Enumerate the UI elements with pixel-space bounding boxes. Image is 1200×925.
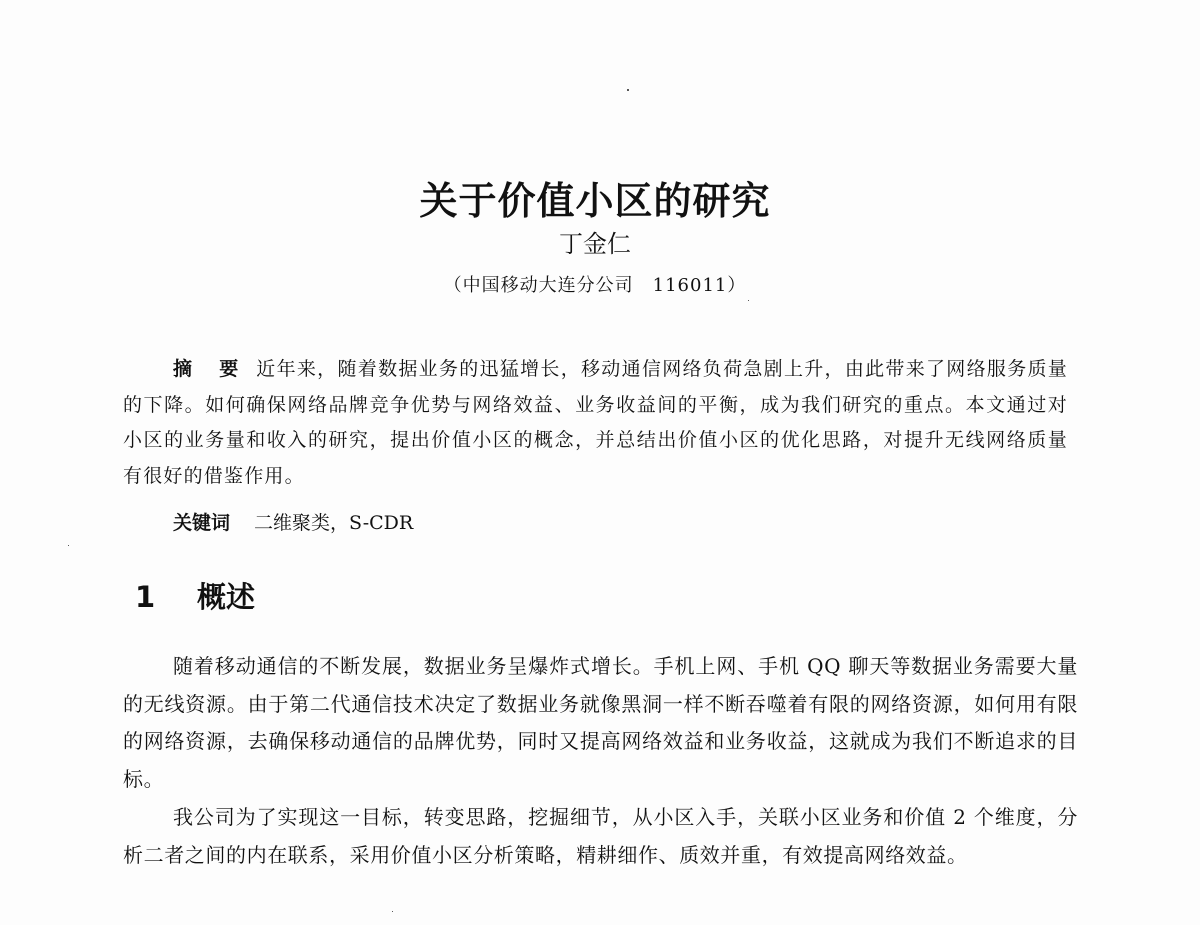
scan-speck <box>68 545 69 546</box>
paper-title: 关于价值小区的研究 <box>419 179 771 223</box>
abstract-block <box>123 352 1068 494</box>
keywords-text: 二维聚类，S-CDR <box>254 512 414 534</box>
section-title: 概述 <box>197 580 256 614</box>
scan-speck <box>627 89 629 91</box>
section-number: 1 <box>135 580 156 614</box>
scan-speck <box>748 300 749 301</box>
abstract-text: 近年来，随着数据业务的迅猛增长，移动通信网络负荷急剧上升，由此带来了网络服务质量的下降。如何确保网络品牌竞争优势与网络效益、业务收益间的平衡，成为我们研究的重点。本文通过对小区的业务量和收入的研究，提出价值小区的概念，并总结出价值小区的优化思路，对提升无线网络质量有很好的借鉴作用。 <box>123 358 1068 487</box>
abstract-label: 摘 要 <box>173 358 243 380</box>
keywords-block <box>173 506 413 541</box>
scan-speck <box>392 911 393 912</box>
section-heading <box>135 575 255 619</box>
body-paragraph: 随着移动通信的不断发展，数据业务呈爆炸式增长。手机上网、手机 QQ 聊天等数据业务需要大量的无线资源。由于第二代通信技术决定了数据业务就像黑洞一样不断吞噬着有限的网络资源，如何用有限的网络资源，去确保移动通信的品牌优势，同时又提高网络效益和业务收益，这就成为我们不断追求的目标。 <box>123 654 1078 792</box>
body-paragraph: 我公司为了实现这一目标，转变思路，挖掘细节，从小区入手，关联小区业务和价值 2 个维度，分析二者之间的内在联系，采用价值小区分析策略，精耕细作、质效并重，有效提高网络效益。 <box>123 804 1078 867</box>
author-name: 丁金仁 <box>559 230 631 258</box>
author-affiliation: （中国移动大连分公司 116011） <box>443 275 747 296</box>
abstract-paragraph <box>123 352 1068 494</box>
keywords-label: 关键词 <box>173 512 231 534</box>
section-body <box>123 648 1078 874</box>
